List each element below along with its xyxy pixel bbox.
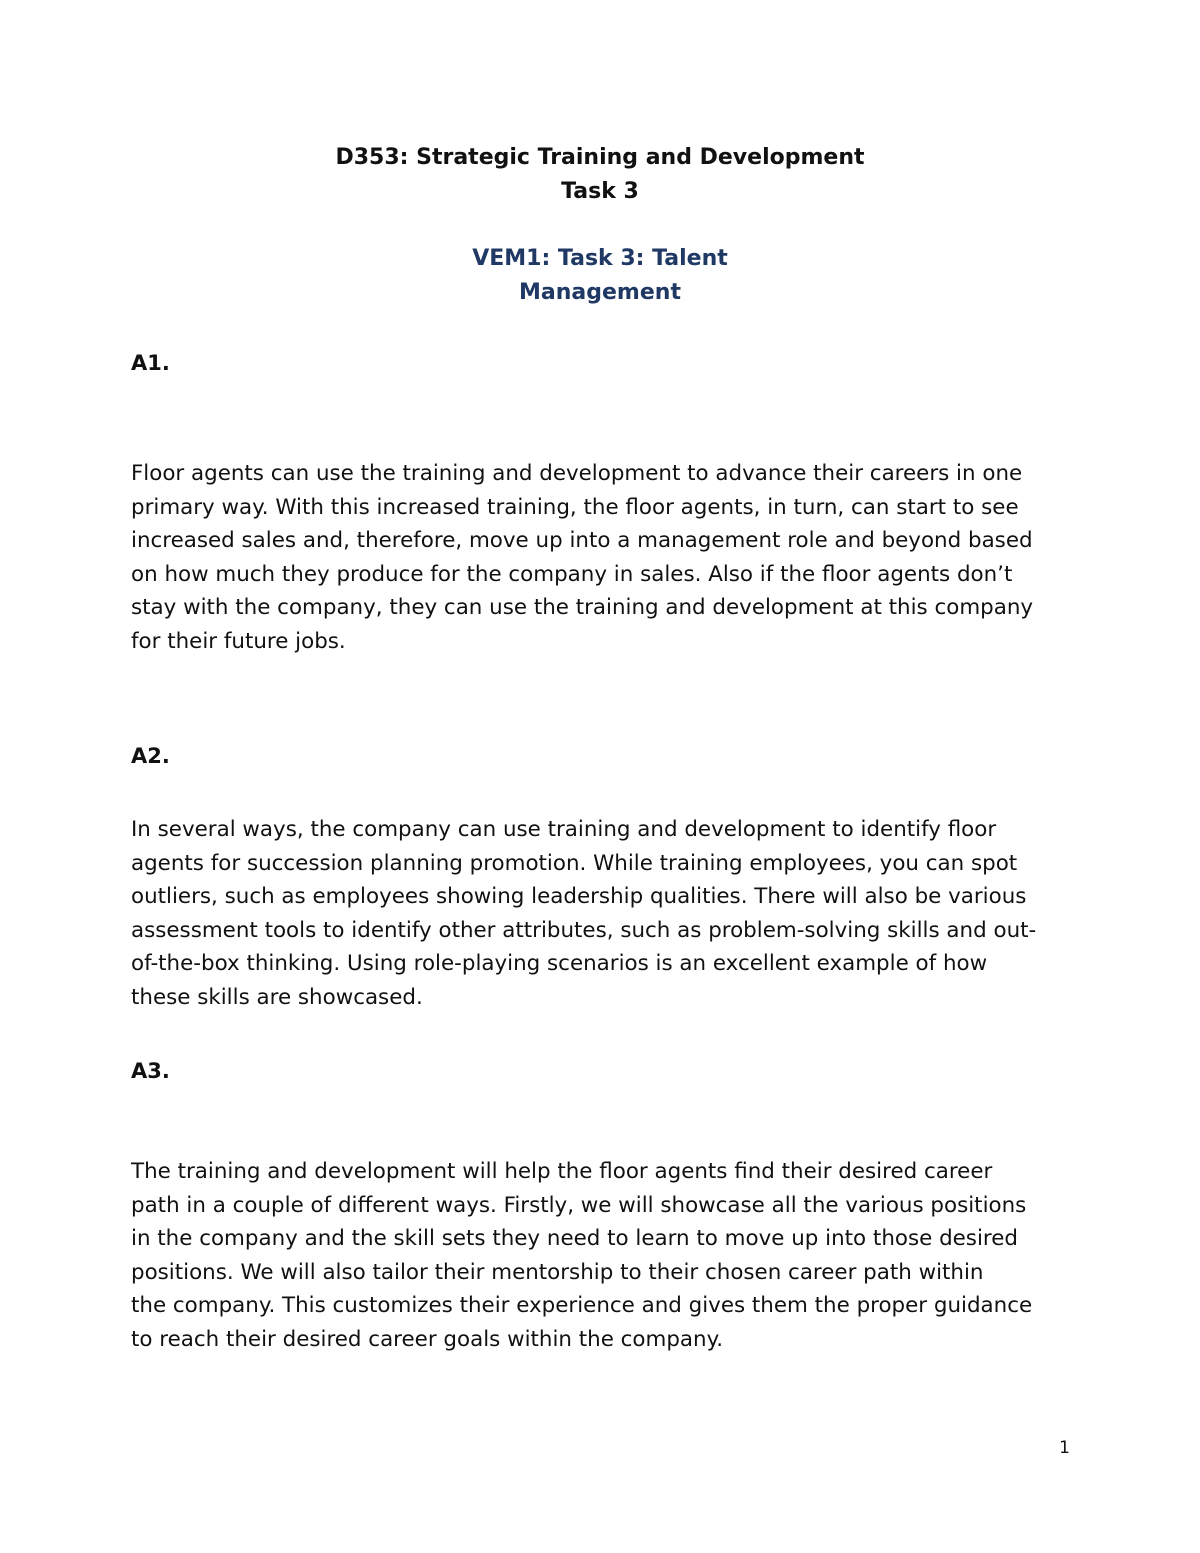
paragraph-line: path in a couple of different ways. Firstly, we will showcase all the various positions	[131, 1192, 1027, 1218]
section-heading-a3: A3.	[131, 1059, 170, 1083]
document-task-label: Task 3	[561, 179, 639, 204]
document-subtitle-continued: Management	[519, 280, 681, 305]
paragraph-line: on how much they produce for the company in sales. Also if the floor agents don’t	[131, 561, 1013, 587]
page-number: 1	[1059, 1438, 1070, 1458]
section-heading-a2: A2.	[131, 744, 170, 768]
paragraph-line: the company. This customizes their experience and gives them the proper guidance	[131, 1293, 1033, 1318]
paragraph-line: increased sales and, therefore, move up into a management role and beyond based	[131, 528, 1033, 553]
paragraph-line: these skills are showcased.	[131, 984, 423, 1010]
section-heading-a1: A1.	[131, 351, 170, 375]
section-paragraph-a3	[131, 1155, 1071, 1356]
paragraph-line: In several ways, the company can use training and development to identify floor	[131, 817, 997, 842]
paragraph-line: of-the-box thinking. Using role-playing scenarios is an excellent example of how	[131, 951, 988, 976]
section-paragraph-a1	[131, 457, 1071, 658]
paragraph-line: The training and development will help the floor agents find their desired career	[131, 1159, 993, 1184]
section-paragraph-a2	[131, 813, 1071, 1014]
document-subtitle: VEM1: Task 3: Talent	[472, 246, 728, 271]
paragraph-line: assessment tools to identify other attributes, such as problem-solving skills and out-	[131, 917, 1037, 943]
paragraph-line: primary way. With this increased training, the floor agents, in turn, can start to see	[131, 494, 1019, 520]
paragraph-line: agents for succession planning promotion. While training employees, you can spot	[131, 850, 1018, 876]
paragraph-line: Floor agents can use the training and development to advance their careers in one	[131, 461, 1023, 486]
paragraph-line: positions. We will also tailor their mentorship to their chosen career path within	[131, 1259, 984, 1285]
paragraph-line: for their future jobs.	[131, 628, 346, 654]
paragraph-line: outliers, such as employees showing leadership qualities. There will also be various	[131, 884, 1027, 909]
paragraph-line: in the company and the skill sets they need to learn to move up into those desired	[131, 1226, 1018, 1251]
paragraph-line: stay with the company, they can use the training and development at this company	[131, 595, 1034, 620]
document-title: D353: Strategic Training and Development	[335, 145, 865, 170]
paragraph-line: to reach their desired career goals within the company.	[131, 1326, 724, 1352]
